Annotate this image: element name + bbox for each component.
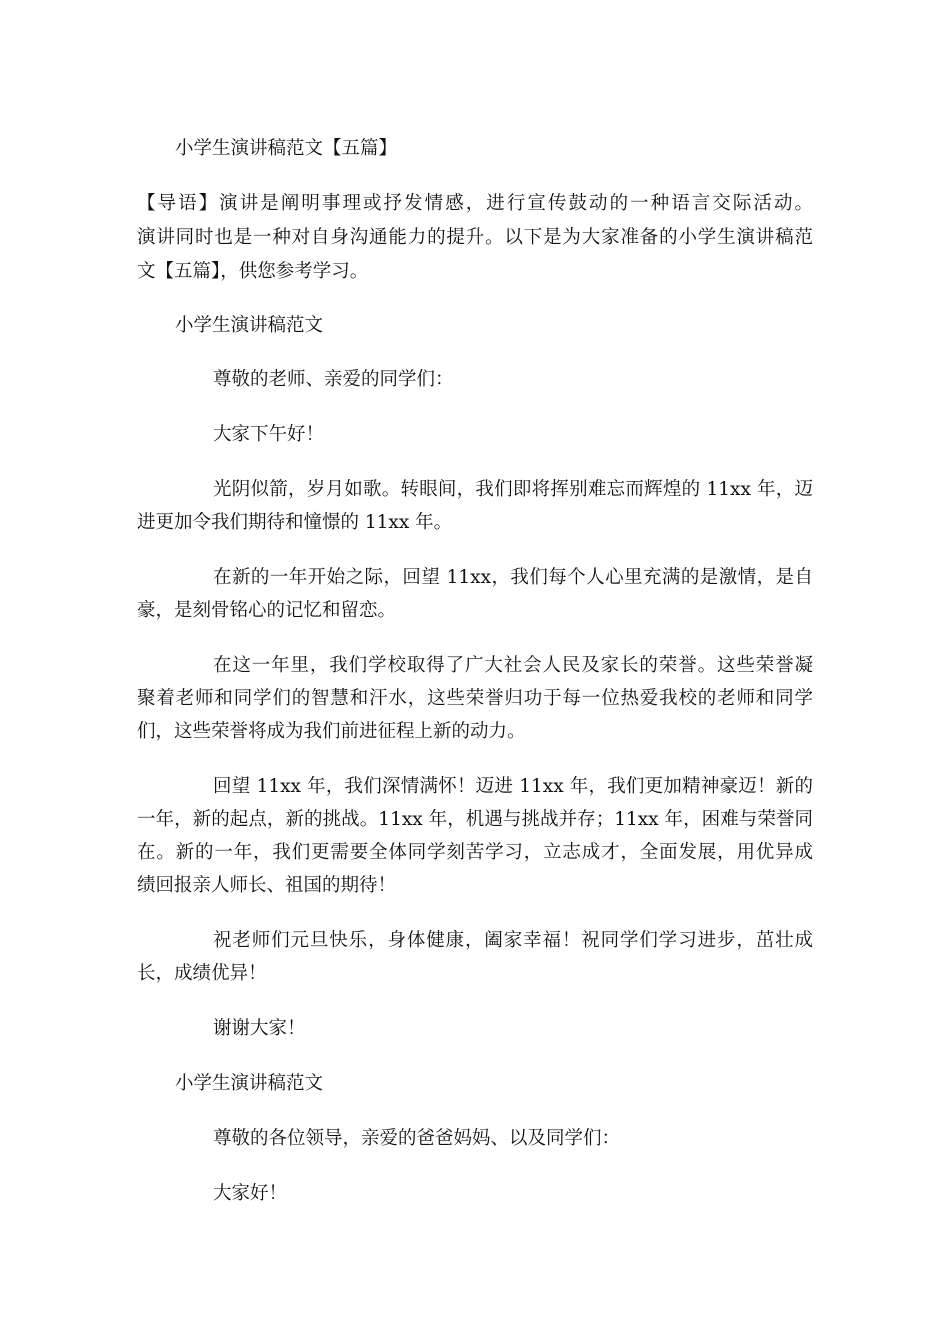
- paragraph-4-line-4: 绩回报亲人师长、祖国的期待！: [137, 875, 397, 896]
- paragraph-3-line-1: 在这一年里，我们学校取得了广大社会人民及家长的荣誉。这些荣誉凝: [213, 655, 813, 676]
- document-title: 小学生演讲稿范文【五篇】: [175, 138, 398, 159]
- paragraph-5-line-2: 长，成绩优异！: [137, 963, 267, 984]
- section-1-heading: 小学生演讲稿范文: [175, 315, 324, 336]
- intro-line-3: 文【五篇】，供您参考学习。: [137, 261, 369, 282]
- intro-line-2: 演讲同时也是一种对自身沟通能力的提升。以下是为大家准备的小学生演讲稿范: [137, 227, 813, 248]
- intro-line-1: 【导语】演讲是阐明事理或抒发情感，进行宣传鼓动的一种语言交际活动。: [137, 193, 813, 214]
- paragraph-4-line-2: 一年，新的起点，新的挑战。11xx 年，机遇与挑战并存；11xx 年，困难与荣誉同: [137, 809, 813, 830]
- paragraph-3-line-2: 聚着老师和同学们的智慧和汗水，这些荣誉归功于每一位热爱我校的老师和同学: [137, 688, 813, 709]
- paragraph-5-line-1: 祝老师们元旦快乐，身体健康，阖家幸福！祝同学们学习进步，茁壮成: [213, 930, 813, 951]
- paragraph-2-line-1: 在新的一年开始之际，回望 11xx，我们每个人心里充满的是激情，是自: [213, 567, 813, 588]
- paragraph-1-line-1: 光阴似箭，岁月如歌。转眼间，我们即将挥别难忘而辉煌的 11xx 年，迈: [213, 479, 813, 500]
- section-2-heading: 小学生演讲稿范文: [175, 1073, 324, 1094]
- section-2-salutation: 尊敬的各位领导，亲爱的爸爸妈妈、以及同学们：: [213, 1128, 621, 1149]
- section-1-greeting: 大家下午好！: [213, 424, 325, 445]
- section-1-closing: 谢谢大家！: [213, 1018, 306, 1039]
- paragraph-3-line-3: 们，这些荣誉将成为我们前进征程上新的动力。: [137, 721, 526, 742]
- paragraph-4-line-1: 回望 11xx 年，我们深情满怀！迈进 11xx 年，我们更加精神豪迈！新的: [213, 776, 813, 797]
- paragraph-4-line-3: 在。新的一年，我们更需要全体同学刻苦学习，立志成才，全面发展，用优异成: [137, 842, 813, 863]
- paragraph-2-line-2: 豪，是刻骨铭心的记忆和留恋。: [137, 600, 397, 621]
- paragraph-1-line-2: 进更加令我们期待和憧憬的 11xx 年。: [137, 512, 453, 533]
- section-1-salutation: 尊敬的老师、亲爱的同学们：: [213, 369, 454, 390]
- section-2-greeting: 大家好！: [213, 1183, 288, 1204]
